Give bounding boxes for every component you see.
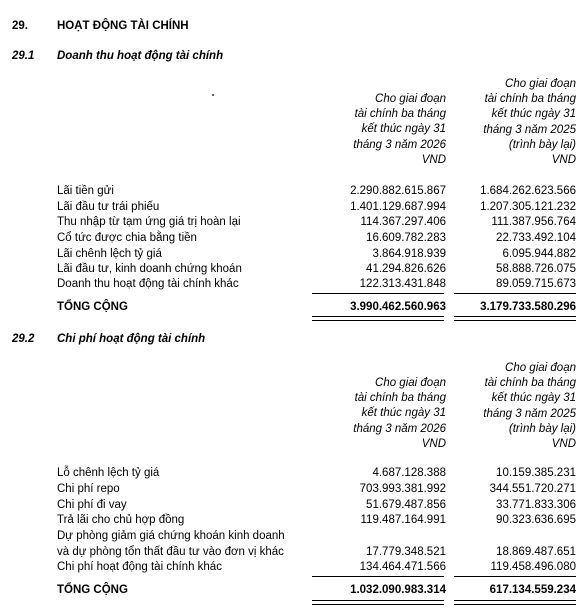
table-cell: 51.679.487.856 (366, 499, 446, 511)
total-double-rule (454, 316, 576, 321)
subtotal-rule (454, 576, 576, 577)
table-cell: 114.367.297.406 (360, 216, 446, 228)
table-row-label: Chi phí repo (57, 483, 120, 495)
header-line: Cho giai đoạn (505, 362, 576, 374)
header-unit: VND (421, 437, 446, 450)
header-line: tài chính ba tháng (354, 108, 446, 121)
header-line: kết thúc ngày 31 (361, 123, 446, 136)
expense-col1-header (353, 376, 446, 452)
header-line: Cho giai đoạn (505, 78, 576, 90)
table-cell: 122.313.431.848 (359, 278, 446, 290)
header-line: Cho giai đoạn (375, 93, 446, 105)
table-row-label: Trả lãi cho chủ hợp đồng (57, 514, 185, 526)
table-cell: 2.290.882.615.867 (350, 185, 446, 197)
table-row-label: Thu nhập từ tạm ứng giá trị hoàn lại (57, 216, 241, 228)
header-line: kết thúc ngày 31 (491, 392, 576, 405)
header-line: kết thúc ngày 31 (491, 108, 576, 121)
table-cell: 10.159.385.231 (496, 467, 576, 479)
header-line: kết thúc ngày 31 (361, 407, 446, 420)
table-cell: 1.207.305.121.232 (480, 201, 576, 213)
table-row-label: Chi phí đi vay (57, 499, 127, 511)
total-value: 617.134.559.234 (489, 584, 576, 596)
table-cell: 18.869.487.651 (496, 546, 576, 558)
table-row-label: Doanh thu hoạt động tài chính khác (57, 278, 239, 290)
table-row-label: Lãi chênh lệch tỷ giá (57, 248, 162, 260)
header-line: tài chính ba tháng (484, 93, 576, 106)
total-label: TỔNG CỘNG (57, 301, 128, 313)
subtotal-rule (312, 293, 444, 294)
table-cell: 41.294.826.626 (366, 263, 446, 275)
header-line: tháng 3 năm 2025 (483, 123, 576, 136)
table-cell: 134.464.471.566 (359, 561, 446, 573)
section-number: 29. (12, 20, 28, 32)
income-subsection-number: 29.1 (12, 50, 35, 62)
table-cell: 344.551.720.271 (489, 483, 576, 495)
header-unit: VND (421, 153, 446, 166)
table-cell: 17.779.348.521 (366, 546, 446, 558)
income-col1-header (353, 92, 446, 168)
header-unit: VND (551, 154, 576, 167)
header-line: (trình bày lại) (508, 138, 576, 151)
header-line: tháng 3 năm 2026 (353, 138, 446, 151)
header-line: Cho giai đoạn (375, 377, 446, 389)
header-unit: VND (551, 438, 576, 451)
table-row-label: Dự phòng giảm giá chứng khoán kinh doanh (57, 530, 285, 542)
table-row-label: Cổ tức được chia bằng tiền (57, 232, 197, 244)
table-cell: 703.993.381.992 (359, 483, 446, 495)
subtotal-rule (312, 576, 444, 577)
total-value: 3.990.462.560.963 (350, 301, 446, 313)
total-value: 1.032.090.983.314 (350, 584, 446, 596)
table-row-label: Lỗ chênh lệch tỷ giá (57, 467, 160, 479)
total-value: 3.179.733.580.296 (480, 301, 576, 313)
table-cell: 119.458.496.080 (490, 561, 576, 573)
table-cell: 1.401.129.687.994 (350, 201, 446, 213)
table-cell: 90.323.636.695 (496, 514, 576, 526)
expense-subsection-title: Chi phí hoạt động tài chính (57, 333, 206, 345)
income-col2-header (483, 77, 576, 168)
table-cell: 33.771.833.306 (496, 499, 576, 511)
header-line: tháng 3 năm 2025 (483, 407, 576, 420)
total-double-rule (454, 600, 576, 605)
table-cell: 4.687.128.388 (372, 467, 446, 479)
subtotal-rule (454, 293, 576, 294)
table-cell: 119.487.164.991 (360, 514, 446, 526)
table-row-label: Lãi đầu tư, kinh doanh chứng khoán (57, 263, 242, 275)
table-cell: 22.733.492.104 (496, 232, 576, 244)
expense-col2-header (483, 361, 576, 452)
stray-dot (212, 94, 214, 96)
table-cell: 89.059.715.673 (496, 278, 576, 290)
table-cell: 16.609.782.283 (366, 232, 446, 244)
table-cell: 58.888.726.075 (496, 263, 576, 275)
total-label: TỔNG CỘNG (57, 584, 128, 596)
table-cell: 3.864.918.939 (372, 248, 446, 260)
table-row-label: Lãi đầu tư trái phiếu (57, 201, 160, 213)
header-line: tài chính ba tháng (354, 392, 446, 405)
income-subsection-title: Doanh thu hoạt động tài chính (57, 50, 224, 62)
section-title: HOẠT ĐỘNG TÀI CHÍNH (57, 20, 189, 32)
total-double-rule (312, 316, 444, 321)
table-cell: 1.684.262.623.566 (480, 185, 576, 197)
table-row-label: Lãi tiền gửi (57, 185, 114, 197)
expense-subsection-number: 29.2 (12, 333, 35, 345)
table-cell: 6.095.944.882 (502, 248, 576, 260)
header-line: tháng 3 năm 2026 (353, 422, 446, 435)
total-double-rule (312, 600, 444, 605)
table-row-label: Chi phí hoạt động tài chính khác (57, 561, 222, 573)
header-line: (trình bày lại) (508, 422, 576, 435)
header-line: tài chính ba tháng (484, 377, 576, 390)
table-row-label: và dự phòng tổn thất đầu tư vào đơn vị khác (57, 546, 284, 558)
table-cell: 111.387.956.764 (491, 216, 576, 228)
